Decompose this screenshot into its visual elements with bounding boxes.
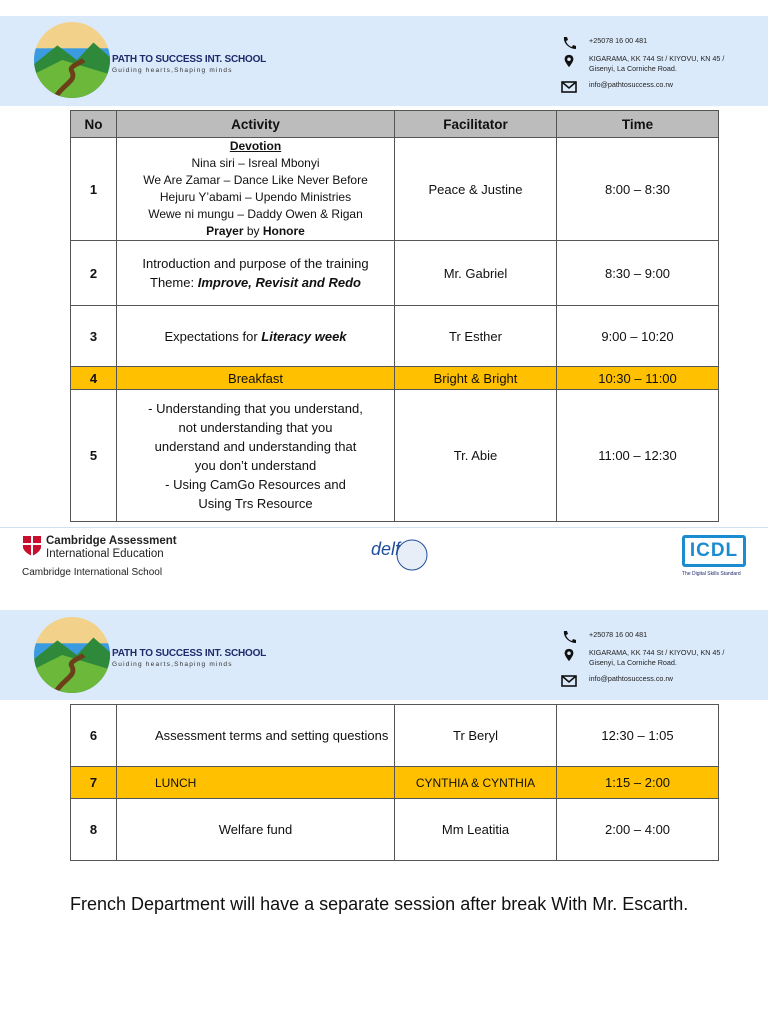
table-row — [71, 799, 719, 861]
header-facilitator: Facilitator — [395, 111, 557, 138]
envelope-icon — [561, 80, 577, 94]
school-name: PATH TO SUCCESS INT. SCHOOL — [112, 54, 267, 65]
facilitator-cell: Tr Beryl — [395, 705, 557, 767]
activity-cell: LUNCH — [117, 767, 395, 799]
school-logo — [33, 21, 111, 99]
prayer-label: Prayer — [206, 224, 244, 238]
activity-prefix: Expectations for — [164, 328, 262, 344]
row-number: 6 — [71, 705, 117, 767]
facilitator-cell: CYNTHIA & CYNTHIA — [395, 767, 557, 799]
icdl-logo: ICDL — [682, 535, 746, 567]
facilitator-cell: Peace & Justine — [395, 138, 557, 241]
row-number: 7 — [71, 767, 117, 799]
row-number: 3 — [71, 306, 117, 367]
activity-emphasis: Literacy week — [261, 328, 347, 344]
cambridge-line3: Cambridge International School — [22, 567, 163, 578]
activity-cell — [117, 390, 395, 522]
closing-note: French Department will have a separate session after break With Mr. Escarth. — [70, 894, 689, 914]
letterhead-2 — [0, 610, 768, 700]
school-email: info@pathtosuccess.co.rw — [589, 80, 674, 89]
facilitator-cell: Mr. Gabriel — [395, 241, 557, 306]
location-pin-icon — [561, 54, 577, 68]
row-number: 2 — [71, 241, 117, 306]
table-header-row — [71, 111, 719, 138]
table-row — [71, 705, 719, 767]
table-row-highlighted — [71, 367, 719, 390]
theme-prefix: Theme: — [150, 275, 198, 290]
song-line: We Are Zamar – Dance Like Never Before — [143, 173, 368, 187]
theme-line — [121, 273, 390, 292]
activity-cell: Welfare fund — [117, 799, 395, 861]
facilitator-cell: Tr Esther — [395, 306, 557, 367]
phone-icon — [561, 630, 577, 644]
table-row — [71, 306, 719, 367]
prayer-leader: Honore — [262, 224, 305, 238]
row-number: 1 — [71, 138, 117, 241]
phone-number: +25078 16 00 481 — [589, 630, 648, 639]
accreditation-footer — [0, 527, 768, 585]
row-number: 4 — [71, 367, 117, 390]
song-line: Nina siri – Isreal Mbonyi — [191, 156, 320, 170]
activity-cell — [117, 306, 395, 367]
phone-icon — [561, 36, 577, 50]
time-cell: 1:15 – 2:00 — [557, 767, 719, 799]
time-cell: 8:00 – 8:30 — [557, 138, 719, 241]
row-number: 8 — [71, 799, 117, 861]
delf-logo-text: delf — [371, 539, 401, 559]
location-pin-icon — [561, 648, 577, 662]
activity-cell — [117, 241, 395, 306]
time-cell: 2:00 – 4:00 — [557, 799, 719, 861]
bullet-item: - Understanding that you understand, not understanding that you understand and understanding that you don’t understand — [148, 400, 363, 473]
bullet-item: - Using CamGo Resources and Using Trs Resource — [165, 476, 346, 511]
header-activity: Activity — [117, 111, 395, 138]
table-row — [71, 138, 719, 241]
envelope-icon — [561, 674, 577, 688]
time-cell: 10:30 – 11:00 — [557, 367, 719, 390]
cambridge-line1: Cambridge Assessment — [46, 535, 177, 547]
header-no: No — [71, 111, 117, 138]
time-cell: 8:30 – 9:00 — [557, 241, 719, 306]
cambridge-shield-icon — [22, 535, 42, 557]
time-cell: 9:00 – 10:20 — [557, 306, 719, 367]
table-row-highlighted — [71, 767, 719, 799]
facilitator-cell: Tr. Abie — [395, 390, 557, 522]
school-email: info@pathtosuccess.co.rw — [589, 674, 674, 683]
activity-line: Introduction and purpose of the training — [142, 256, 369, 271]
devotion-title: Devotion — [229, 139, 282, 153]
cambridge-line2: International Education — [46, 548, 164, 560]
activity-cell — [117, 138, 395, 241]
table-row — [71, 241, 719, 306]
school-name: PATH TO SUCCESS INT. SCHOOL — [112, 648, 267, 659]
prayer-by: by — [243, 224, 263, 238]
phone-number: +25078 16 00 481 — [589, 36, 648, 45]
prayer-line — [121, 223, 390, 240]
icdl-tagline: The Digital Skills Standard — [682, 571, 741, 577]
schedule-table-continued — [70, 704, 719, 861]
school-motto: Guiding hearts,Shaping minds — [112, 67, 233, 74]
header-time: Time — [557, 111, 719, 138]
school-address: KIGARAMA, KK 744 St / KIYOVU, KN 45 / Gisenyi, La Corniche Road. — [589, 648, 725, 667]
letterhead-1 — [0, 16, 768, 106]
schedule-table — [70, 110, 719, 522]
activity-cell: Assessment terms and setting questions — [117, 705, 395, 767]
facilitator-cell: Bright & Bright — [395, 367, 557, 390]
school-motto: Guiding hearts,Shaping minds — [112, 661, 233, 668]
song-line: Wewe ni mungu – Daddy Owen & Rigan — [148, 207, 363, 221]
song-line: Hejuru Y’abami – Upendo Ministries — [159, 190, 352, 204]
footer-divider — [0, 527, 768, 528]
activity-cell: Breakfast — [117, 367, 395, 390]
facilitator-cell: Mm Leatitia — [395, 799, 557, 861]
row-number: 5 — [71, 390, 117, 522]
school-address: KIGARAMA, KK 744 St / KIYOVU, KN 45 / Gisenyi, La Corniche Road. — [589, 54, 725, 73]
time-cell: 11:00 – 12:30 — [557, 390, 719, 522]
school-logo — [33, 616, 111, 694]
table-row — [71, 390, 719, 522]
time-cell: 12:30 – 1:05 — [557, 705, 719, 767]
theme-text: Improve, Revisit and Redo — [197, 275, 361, 290]
